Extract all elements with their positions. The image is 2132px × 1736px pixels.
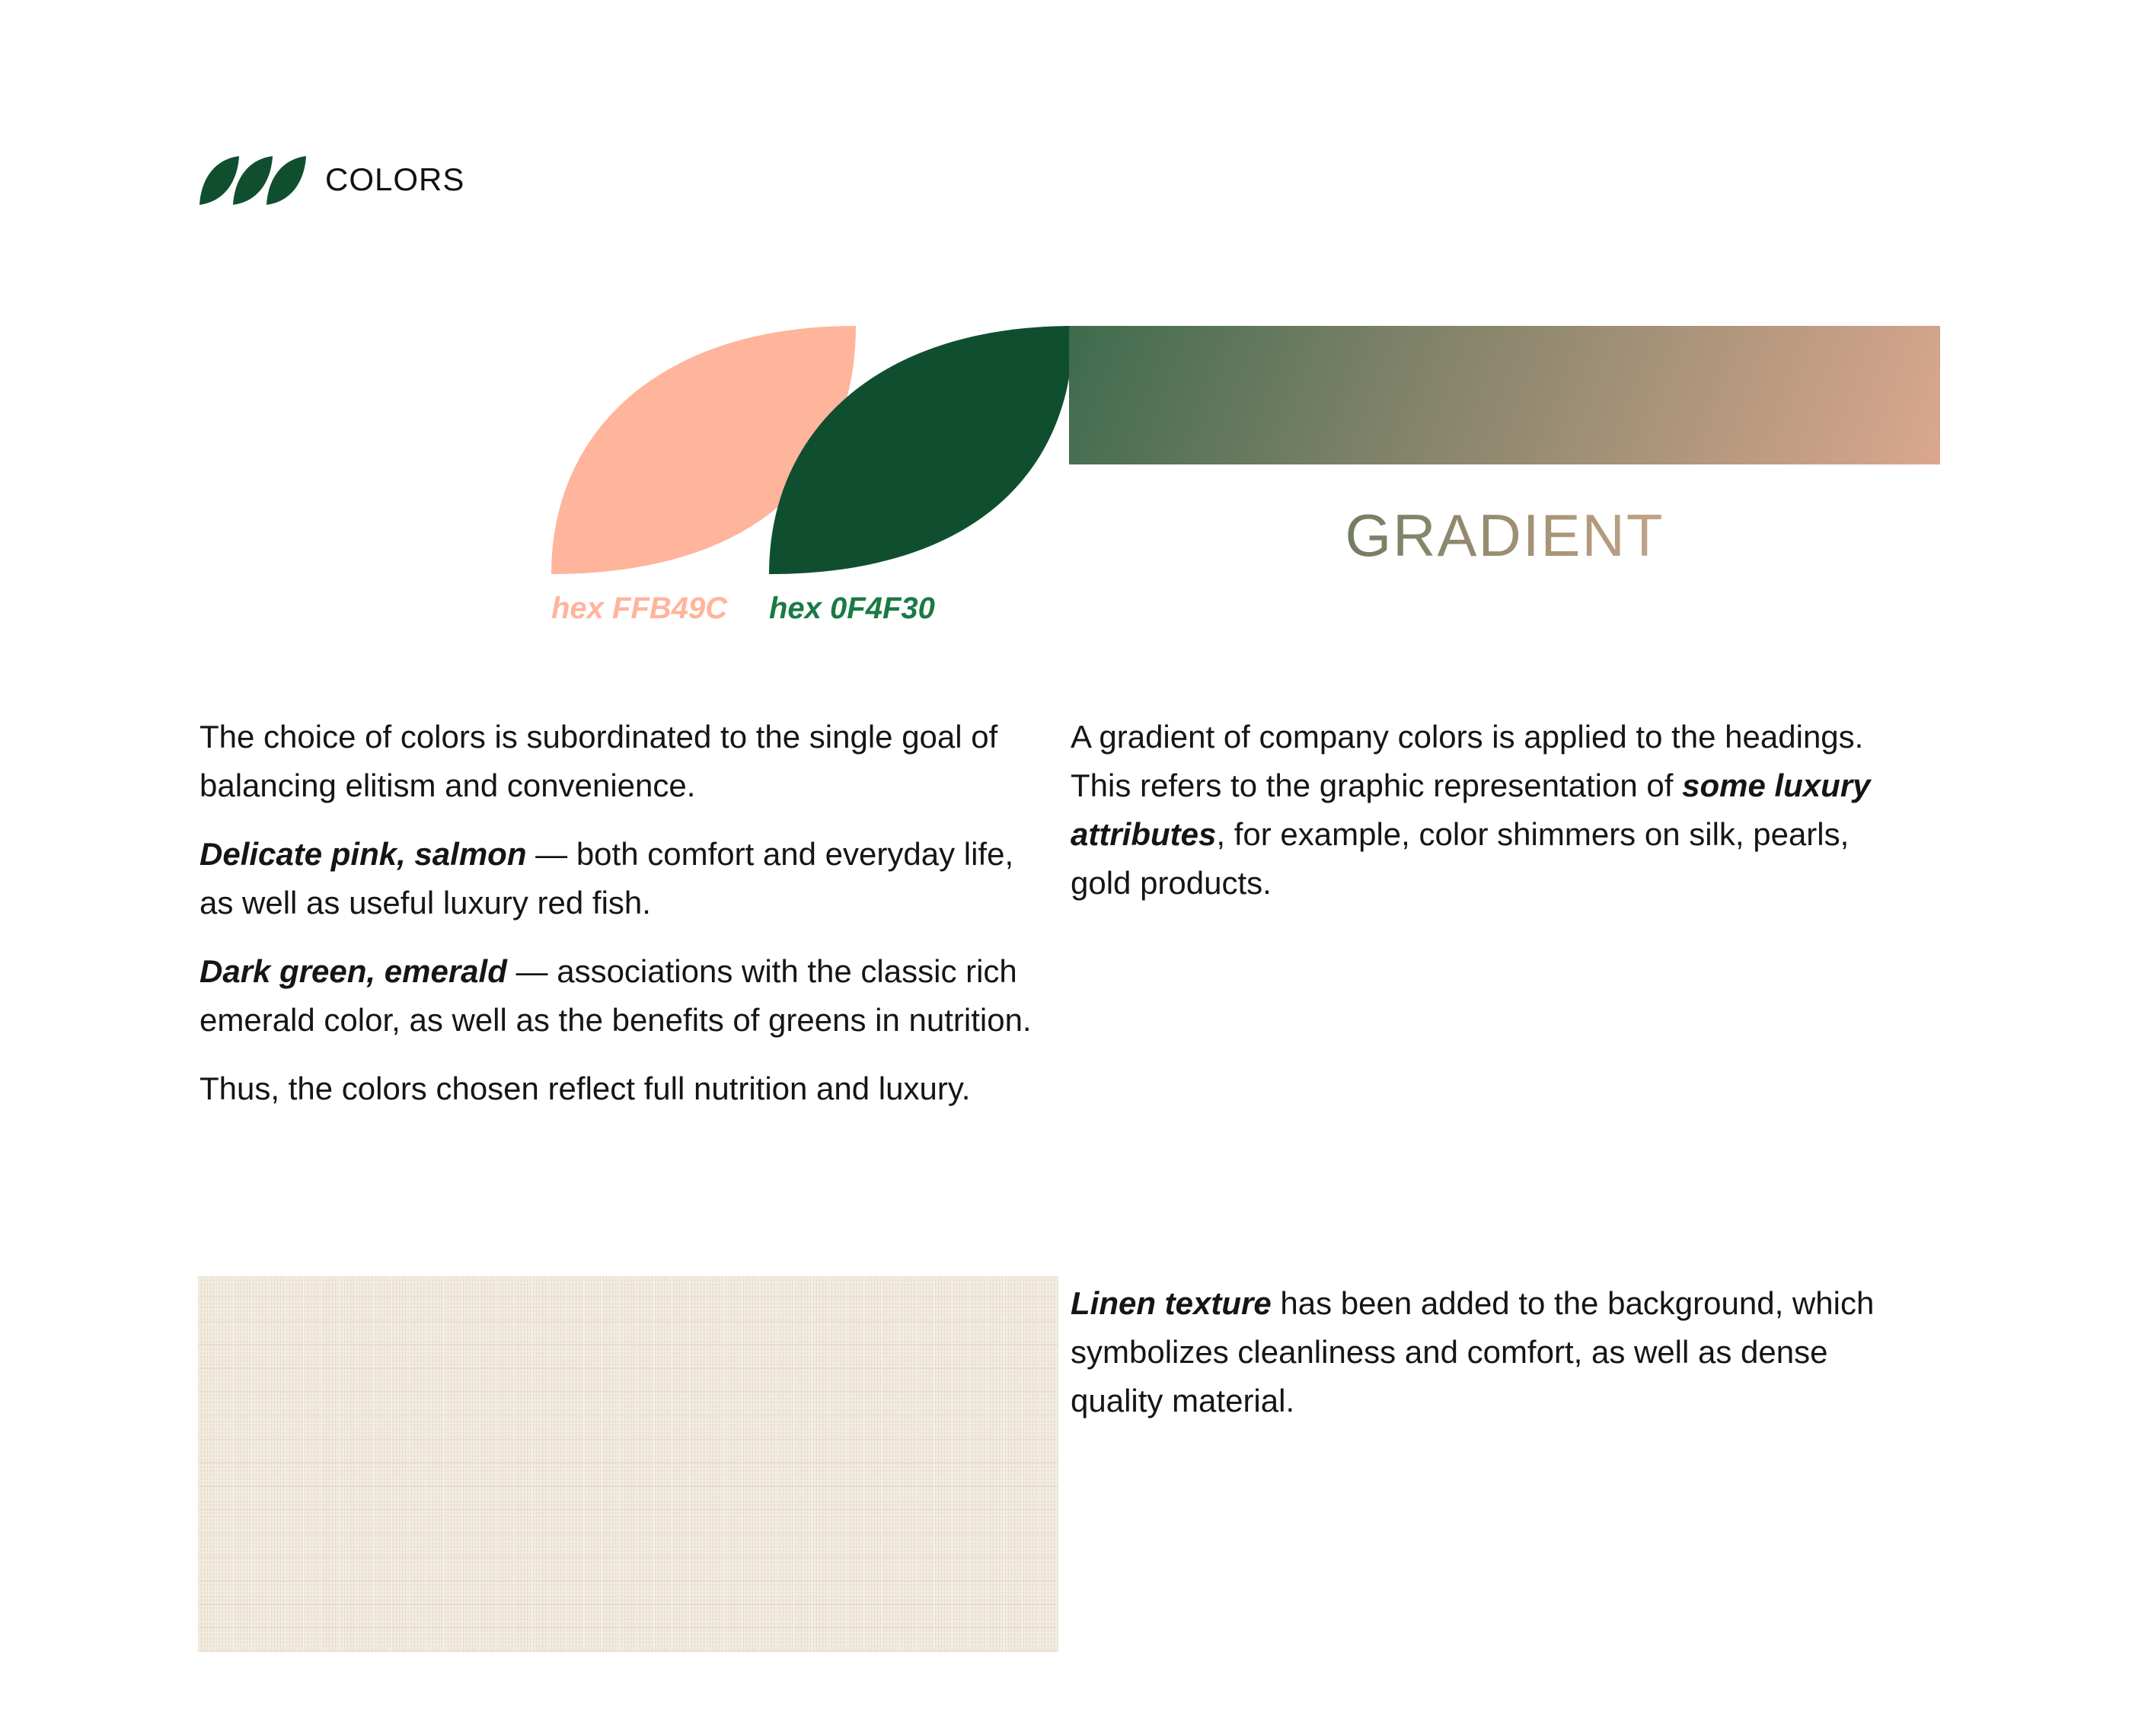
linen-text: has been added to the background, which symbolizes cleanliness and comfort, as well as dense quality material. [1071, 1285, 1875, 1418]
gradient-description [1071, 713, 1878, 908]
linen-description [1071, 1279, 1878, 1425]
luxury-attributes-term: some luxury attributes [1071, 767, 1871, 852]
emerald-description: — associations with the classic rich emerald color, as well as the benefits of greens in nutrition. [199, 953, 1032, 1038]
emerald-paragraph [199, 947, 1052, 1045]
gradient-text-start: A gradient of company colors is applied to the headings. This refers to the graphic representation of [1071, 719, 1864, 803]
colors-description [199, 713, 1052, 1113]
intro-paragraph: The choice of colors is subordinated to the single goal of balancing elitism and convenience. [199, 719, 998, 803]
linen-texture-sample [198, 1276, 1058, 1652]
gradient-swatch [1069, 326, 1940, 464]
gradient-text-end: , for example, color shimmers on silk, pearls, gold products. [1071, 816, 1850, 901]
green-leaf-swatch [769, 326, 1074, 574]
salmon-term: Delicate pink, salmon [199, 836, 527, 872]
gradient-paragraph [1071, 713, 1878, 908]
green-hex-label: hex 0F4F30 [769, 592, 935, 625]
emerald-term: Dark green, emerald [199, 953, 507, 989]
salmon-description: — both comfort and everyday life, as well as useful luxury red fish. [199, 836, 1014, 921]
conclusion-paragraph: Thus, the colors chosen reflect full nutrition and luxury. [199, 1071, 971, 1106]
linen-paragraph [1071, 1279, 1878, 1425]
linen-term: Linen texture [1071, 1285, 1272, 1321]
three-leaves-logo-icon [199, 156, 314, 205]
gradient-title: GRADIENT [1069, 501, 1940, 570]
section-title: COLORS [325, 161, 465, 197]
pink-hex-label: hex FFB49C [551, 592, 728, 625]
salmon-paragraph [199, 830, 1052, 927]
